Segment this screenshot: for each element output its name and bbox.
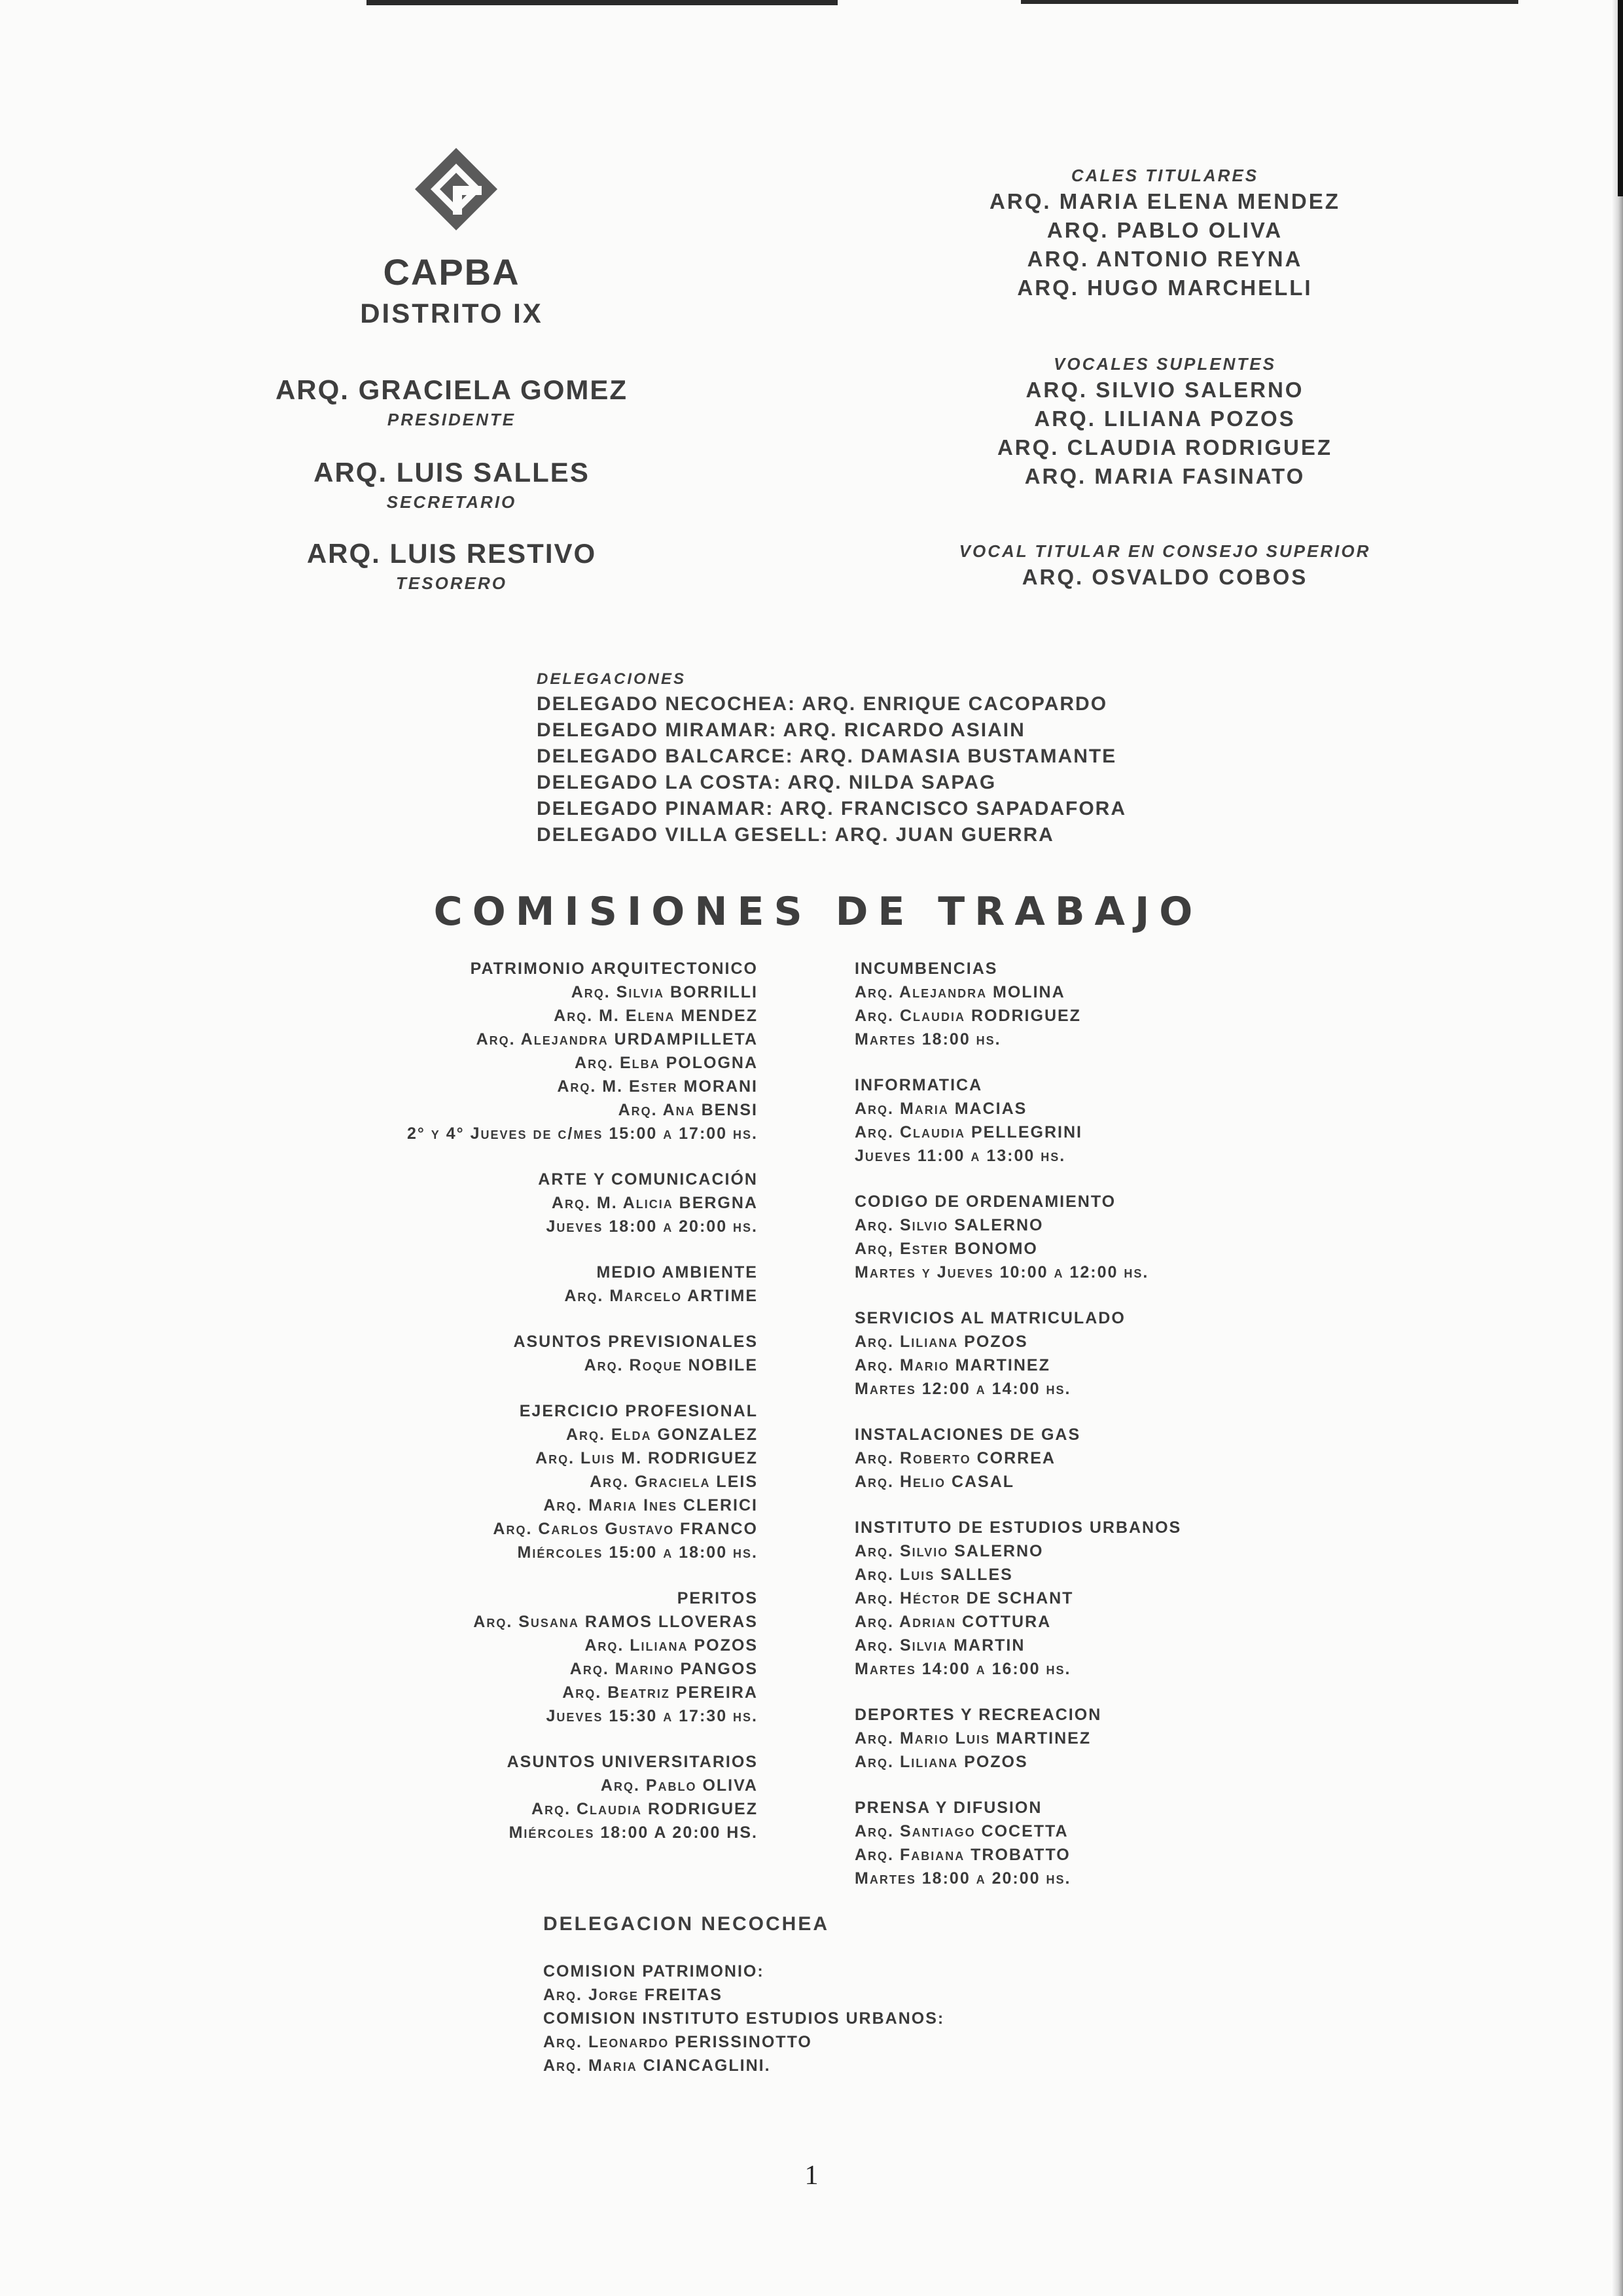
vocal-consejo <box>903 539 1427 592</box>
comision-line: Arq. Elba POLOGNA <box>575 1054 758 1072</box>
scan-edge-top-right <box>1021 0 1518 4</box>
comision-title: ARTE Y COMUNICACIÓN <box>538 1170 758 1189</box>
vocal-suplente-name: ARQ. CLAUDIA RODRIGUEZ <box>997 435 1333 459</box>
vocales-suplentes-heading: VOCALES SUPLENTES <box>1054 354 1276 374</box>
comision-line: Arq. Susana RAMOS LLOVERAS <box>473 1613 758 1631</box>
comision-line: Arq, Ester BONOMO <box>855 1240 1038 1258</box>
comision-title: INFORMATICA <box>855 1076 983 1094</box>
comision-title: MEDIO AMBIENTE <box>596 1263 758 1282</box>
comision-line: Arq. Maria CIANCAGLINI. <box>543 2056 771 2075</box>
scan-edge-right <box>1611 0 1623 2296</box>
comision-line: Arq. Maria MACIAS <box>855 1100 1027 1118</box>
comision-line: Arq. Liliana POZOS <box>855 1753 1028 1771</box>
comision-line: Arq. Marino PANGOS <box>569 1660 758 1678</box>
comision-line: Martes 12:00 a 14:00 hs. <box>855 1380 1071 1398</box>
comision-line: Arq. Carlos Gustavo FRANCO <box>493 1520 758 1538</box>
comision-line: Arq. Maria Ines CLERICI <box>543 1496 758 1515</box>
comision-line: Martes y Jueves 10:00 a 12:00 hs. <box>855 1263 1149 1282</box>
comision-line: Martes 14:00 a 16:00 hs. <box>855 1660 1071 1678</box>
comisiones-right-column <box>855 957 1444 1890</box>
delegado-line: DELEGADO NECOCHEA: ARQ. ENRIQUE CACOPARDO <box>537 693 1108 715</box>
delegacion-necochea <box>543 1911 1394 2077</box>
comision-line: Arq. Liliana POZOS <box>855 1333 1028 1351</box>
comision-title: COMISION PATRIMONIO: <box>543 1962 764 1981</box>
delegado-line: DELEGADO MIRAMAR: ARQ. RICARDO ASIAIN <box>537 719 1026 741</box>
comision-title: ASUNTOS UNIVERSITARIOS <box>507 1753 758 1771</box>
comision-line: Arq. Roque NOBILE <box>584 1356 758 1374</box>
comision-line: Jueves 11:00 a 13:00 hs. <box>855 1147 1066 1165</box>
org-name: CAPBA <box>383 251 520 293</box>
comision-line: Arq. M. Ester MORANI <box>557 1077 758 1096</box>
comision-line: Arq. Silvia BORRILLI <box>571 983 758 1001</box>
comision-line: Arq. Jorge FREITAS <box>543 1986 722 2004</box>
delegado-line: DELEGADO LA COSTA: ARQ. NILDA SAPAG <box>537 772 997 793</box>
scan-edge-top-left <box>366 0 838 5</box>
comision-line: Arq. Claudia RODRIGUEZ <box>855 1007 1081 1025</box>
president-role: PRESIDENTE <box>387 410 516 429</box>
comision-line: Arq. Pablo OLIVA <box>600 1776 758 1795</box>
delegaciones <box>537 668 1322 848</box>
comision-title: DEPORTES Y RECREACION <box>855 1706 1102 1724</box>
delegaciones-heading: DELEGACIONES <box>537 670 687 688</box>
comision-line: Arq. Alejandra MOLINA <box>855 983 1065 1001</box>
vocales-titulares-heading: CALES TITULARES <box>1071 166 1259 185</box>
comision-line: Jueves 15:30 a 17:30 hs. <box>546 1707 758 1725</box>
treasurer-name: ARQ. LUIS RESTIVO <box>306 538 597 569</box>
comision-line: Arq. Graciela LEIS <box>590 1473 758 1491</box>
delegado-line: DELEGADO PINAMAR: ARQ. FRANCISCO SAPADAFORA <box>537 798 1126 819</box>
vocales-titulares <box>903 164 1427 302</box>
comision-line: Arq. M. Elena MENDEZ <box>554 1007 758 1025</box>
comision-line: Miércoles 15:00 a 18:00 hs. <box>517 1543 758 1562</box>
comision-line: Miércoles 18:00 A 20:00 HS. <box>508 1823 758 1842</box>
comision-line: Arq. Roberto CORREA <box>855 1449 1056 1467</box>
comision-line: Arq. Alejandra URDAMPILLETA <box>476 1030 758 1049</box>
vocal-titular-name: ARQ. MARIA ELENA MENDEZ <box>990 189 1340 213</box>
comision-line: 2° y 4° Jueves de c/mes 15:00 a 17:00 hs. <box>406 1124 758 1143</box>
vocal-titular-name: ARQ. PABLO OLIVA <box>1046 218 1283 242</box>
comision-line: Arq. Elda GONZALEZ <box>565 1426 758 1444</box>
comisiones-title: COMISIONES DE TRABAJO <box>433 889 1203 935</box>
vocal-suplente-name: ARQ. LILIANA POZOS <box>1034 406 1296 431</box>
comision-title: CODIGO DE ORDENAMIENTO <box>855 1193 1116 1211</box>
comision-title: INSTALACIONES DE GAS <box>855 1426 1081 1444</box>
comision-title: PERITOS <box>677 1589 758 1607</box>
comision-line: Arq. Liliana POZOS <box>584 1636 758 1655</box>
comision-line: Martes 18:00 a 20:00 hs. <box>855 1869 1071 1888</box>
scan-edge-right-dark <box>1618 0 1623 196</box>
comision-line: Arq. Silvio SALERNO <box>855 1542 1044 1560</box>
vocal-consejo-name: ARQ. OSVALDO COBOS <box>1022 565 1308 589</box>
secretary-name: ARQ. LUIS SALLES <box>313 457 590 488</box>
comision-line: Arq. Mario Luis MARTINEZ <box>855 1729 1092 1748</box>
comision-line: Arq. M. Alicia BERGNA <box>551 1194 758 1212</box>
district-name: DISTRITO IX <box>360 298 543 329</box>
comision-title: INSTITUTO DE ESTUDIOS URBANOS <box>855 1518 1182 1537</box>
comision-line: Arq. Luis M. RODRIGUEZ <box>535 1449 758 1467</box>
comision-title: PATRIMONIO ARQUITECTONICO <box>470 960 758 978</box>
vocal-titular-name: ARQ. ANTONIO REYNA <box>1027 247 1303 271</box>
president-name: ARQ. GRACIELA GOMEZ <box>275 374 628 405</box>
page-number: 1 <box>804 2161 819 2191</box>
comision-line: Jueves 18:00 a 20:00 hs. <box>546 1217 758 1236</box>
comision-title: SERVICIOS AL MATRICULADO <box>855 1309 1126 1327</box>
comision-line: Arq. Fabiana TROBATTO <box>855 1846 1071 1864</box>
secretary-role: SECRETARIO <box>386 492 517 512</box>
comision-title: ASUNTOS PREVISIONALES <box>513 1333 758 1351</box>
comision-line: Martes 18:00 hs. <box>855 1030 1001 1049</box>
comision-line: Arq. Beatriz PEREIRA <box>562 1683 758 1702</box>
delegado-line: DELEGADO VILLA GESELL: ARQ. JUAN GUERRA <box>537 824 1054 846</box>
comision-line: Arq. Mario MARTINEZ <box>855 1356 1050 1374</box>
comision-line: Arq. Silvio SALERNO <box>855 1216 1044 1234</box>
comision-line: Arq. Héctor DE SCHANT <box>855 1589 1074 1607</box>
comision-line: Arq. Silvia MARTIN <box>855 1636 1026 1655</box>
comision-title: PRENSA Y DIFUSION <box>855 1799 1043 1817</box>
vocal-suplente-name: ARQ. SILVIO SALERNO <box>1026 378 1304 402</box>
comision-title: INCUMBENCIAS <box>855 960 998 978</box>
comision-title: EJERCICIO PROFESIONAL <box>519 1402 758 1420</box>
treasurer-role: TESORERO <box>396 573 507 593</box>
comision-title: COMISION INSTITUTO ESTUDIOS URBANOS: <box>543 2009 945 2028</box>
comision-line: Arq. Helio CASAL <box>855 1473 1015 1491</box>
comision-line: Arq. Claudia PELLEGRINI <box>855 1123 1082 1141</box>
comisiones-left-column <box>169 957 758 1844</box>
comision-line: Arq. Santiago COCETTA <box>855 1822 1069 1840</box>
vocales-suplentes <box>903 352 1427 491</box>
comision-line: Arq. Claudia RODRIGUEZ <box>531 1800 758 1818</box>
comision-line: Arq. Leonardo PERISSINOTTO <box>543 2033 812 2051</box>
vocal-consejo-heading: VOCAL TITULAR EN CONSEJO SUPERIOR <box>959 541 1371 561</box>
comision-line: Arq. Marcelo ARTIME <box>564 1287 758 1305</box>
delegacion-necochea-title: DELEGACION NECOCHEA <box>543 1913 830 1935</box>
comision-line: Arq. Ana BENSI <box>618 1101 758 1119</box>
delegado-line: DELEGADO BALCARCE: ARQ. DAMASIA BUSTAMANTE <box>537 745 1117 767</box>
vocal-titular-name: ARQ. HUGO MARCHELLI <box>1017 276 1313 300</box>
comision-line: Arq. Luis SALLES <box>855 1566 1013 1584</box>
capba-logo <box>414 147 499 232</box>
vocal-suplente-name: ARQ. MARIA FASINATO <box>1024 464 1306 488</box>
comision-line: Arq. Adrian COTTURA <box>855 1613 1052 1631</box>
